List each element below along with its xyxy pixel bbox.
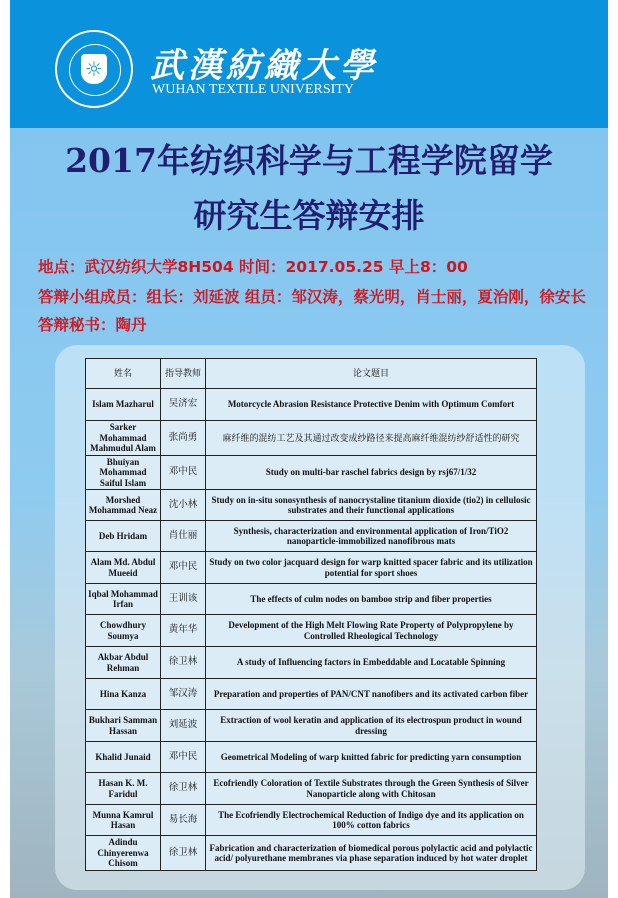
location-time: 地点：武汉纺织大学8H504 时间：2017.05.25 早上8：00 xyxy=(38,258,468,276)
header-thesis-title: 论文题目 xyxy=(206,359,537,389)
thesis-title: Ecofriendly Coloration of Textile Substrates through the Green Synthesis of Silver Nanoparticle along with Chitosan xyxy=(206,773,537,805)
thesis-title: Study on in-situ sonosynthesis of nanocrystaline titanium dioxide (tio2) in cellulosic substrates and their functional applications xyxy=(206,490,537,521)
table-row xyxy=(86,647,537,679)
thesis-title: The Ecofriendly Electrochemical Reduction of Indigo dye and its application on 100% cotton fabrics xyxy=(206,805,537,836)
thesis-title: 麻纤维的混纺工艺及其通过改变成纱路径来提高麻纤维混纺纱舒适性的研究 xyxy=(206,421,537,456)
table-row xyxy=(86,552,537,584)
student-name: Chowdhury Soumya xyxy=(86,615,161,647)
student-name: Deb Hridam xyxy=(86,521,161,552)
thesis-title: Study on multi-bar raschel fabrics design by rsj67/1/32 xyxy=(206,456,537,490)
header-banner xyxy=(10,0,608,128)
poster xyxy=(10,0,608,898)
student-name: Hina Kanza xyxy=(86,679,161,710)
advisor-name: 王训该 xyxy=(161,584,206,615)
table-row xyxy=(86,836,537,871)
advisor-name: 邓中民 xyxy=(161,552,206,584)
table-row xyxy=(86,490,537,521)
student-name: Sarker Mohammad Mahmudul Alam xyxy=(86,421,161,456)
advisor-name: 张尚勇 xyxy=(161,421,206,456)
student-name: Munna Kamrul Hasan xyxy=(86,805,161,836)
advisor-name: 肖仕丽 xyxy=(161,521,206,552)
student-name: Khalid Junaid xyxy=(86,742,161,773)
advisor-name: 徐卫林 xyxy=(161,836,206,871)
thesis-title: Motorcycle Abrasion Resistance Protective Denim with Optimum Comfort xyxy=(206,389,537,421)
advisor-name: 刘延波 xyxy=(161,710,206,742)
table-row xyxy=(86,456,537,490)
table-row xyxy=(86,742,537,773)
thesis-title: The effects of culm nodes on bamboo strip and fiber properties xyxy=(206,584,537,615)
thesis-title: Preparation and properties of PAN/CNT nanofibers and its activated carbon fiber xyxy=(206,679,537,710)
advisor-name: 邹汉涛 xyxy=(161,679,206,710)
advisor-name: 徐卫林 xyxy=(161,773,206,805)
thesis-title: Geometrical Modeling of warp knitted fabric for predicting yarn consumption xyxy=(206,742,537,773)
committee-members: 答辩小组成员：组长：刘延波 组员：邹汉涛，蔡光明，肖士丽，夏治刚，徐安长 xyxy=(38,288,586,306)
student-name: Bhuiyan Mohammad Saiful Islam xyxy=(86,456,161,490)
advisor-name: 易长海 xyxy=(161,805,206,836)
university-seal-icon: ☼ xyxy=(55,30,133,108)
student-name: Hasan K. M. Faridul xyxy=(86,773,161,805)
advisor-name: 吴济宏 xyxy=(161,389,206,421)
defense-schedule-table xyxy=(85,358,537,871)
page-title-line2: 研究生答辩安排 xyxy=(193,196,425,235)
table-row xyxy=(86,615,537,647)
student-name: Iqbal Mohammad Irfan xyxy=(86,584,161,615)
student-name: Alam Md. Abdul Mueeid xyxy=(86,552,161,584)
header-name: 姓名 xyxy=(86,359,161,389)
university-name-en: WUHAN TEXTILE UNIVERSITY xyxy=(152,82,354,97)
table-row xyxy=(86,805,537,836)
table-row xyxy=(86,421,537,456)
advisor-name: 徐卫林 xyxy=(161,647,206,679)
student-name: Bukhari Samman Hassan xyxy=(86,710,161,742)
thesis-title: Synthesis, characterization and environmental application of Iron/TiO2 nanoparticle-immobilized nanofibrous mats xyxy=(206,521,537,552)
table-row xyxy=(86,710,537,742)
advisor-name: 黄年华 xyxy=(161,615,206,647)
table-header-row xyxy=(86,359,537,389)
student-name: Akbar Abdul Rehman xyxy=(86,647,161,679)
advisor-name: 沈小林 xyxy=(161,490,206,521)
header-advisor: 指导教师 xyxy=(161,359,206,389)
advisor-name: 邓中民 xyxy=(161,742,206,773)
thesis-title: A study of Influencing factors in Embeddable and Locatable Spinning xyxy=(206,647,537,679)
page-title-line1: 2017年纺织科学与工程学院留学 xyxy=(65,141,553,180)
advisor-name: 邓中民 xyxy=(161,456,206,490)
student-name: Adindu Chinyerenwa Chisom xyxy=(86,836,161,871)
table-row xyxy=(86,584,537,615)
table-row xyxy=(86,389,537,421)
secretary: 答辩秘书：陶丹 xyxy=(38,316,147,334)
table-row xyxy=(86,521,537,552)
table-row xyxy=(86,773,537,805)
thesis-title: Extraction of wool keratin and application of its electrospun product in wound dressing xyxy=(206,710,537,742)
university-name-cn: 武漢紡織大學 xyxy=(150,46,378,86)
thesis-title: Study on two color jacquard design for warp knitted spacer fabric and its utilization potential for sport shoes xyxy=(206,552,537,584)
thesis-title: Fabrication and characterization of biomedical porous polylactic acid and polylactic acid/ polyurethane membranes via phase separation induced by hot water droplet xyxy=(206,836,537,871)
thesis-title: Development of the High Melt Flowing Rate Property of Polypropylene by Controlled Rheological Technology xyxy=(206,615,537,647)
table-row xyxy=(86,679,537,710)
student-name: Islam Mazharul xyxy=(86,389,161,421)
student-name: Morshed Mohammad Neaz xyxy=(86,490,161,521)
